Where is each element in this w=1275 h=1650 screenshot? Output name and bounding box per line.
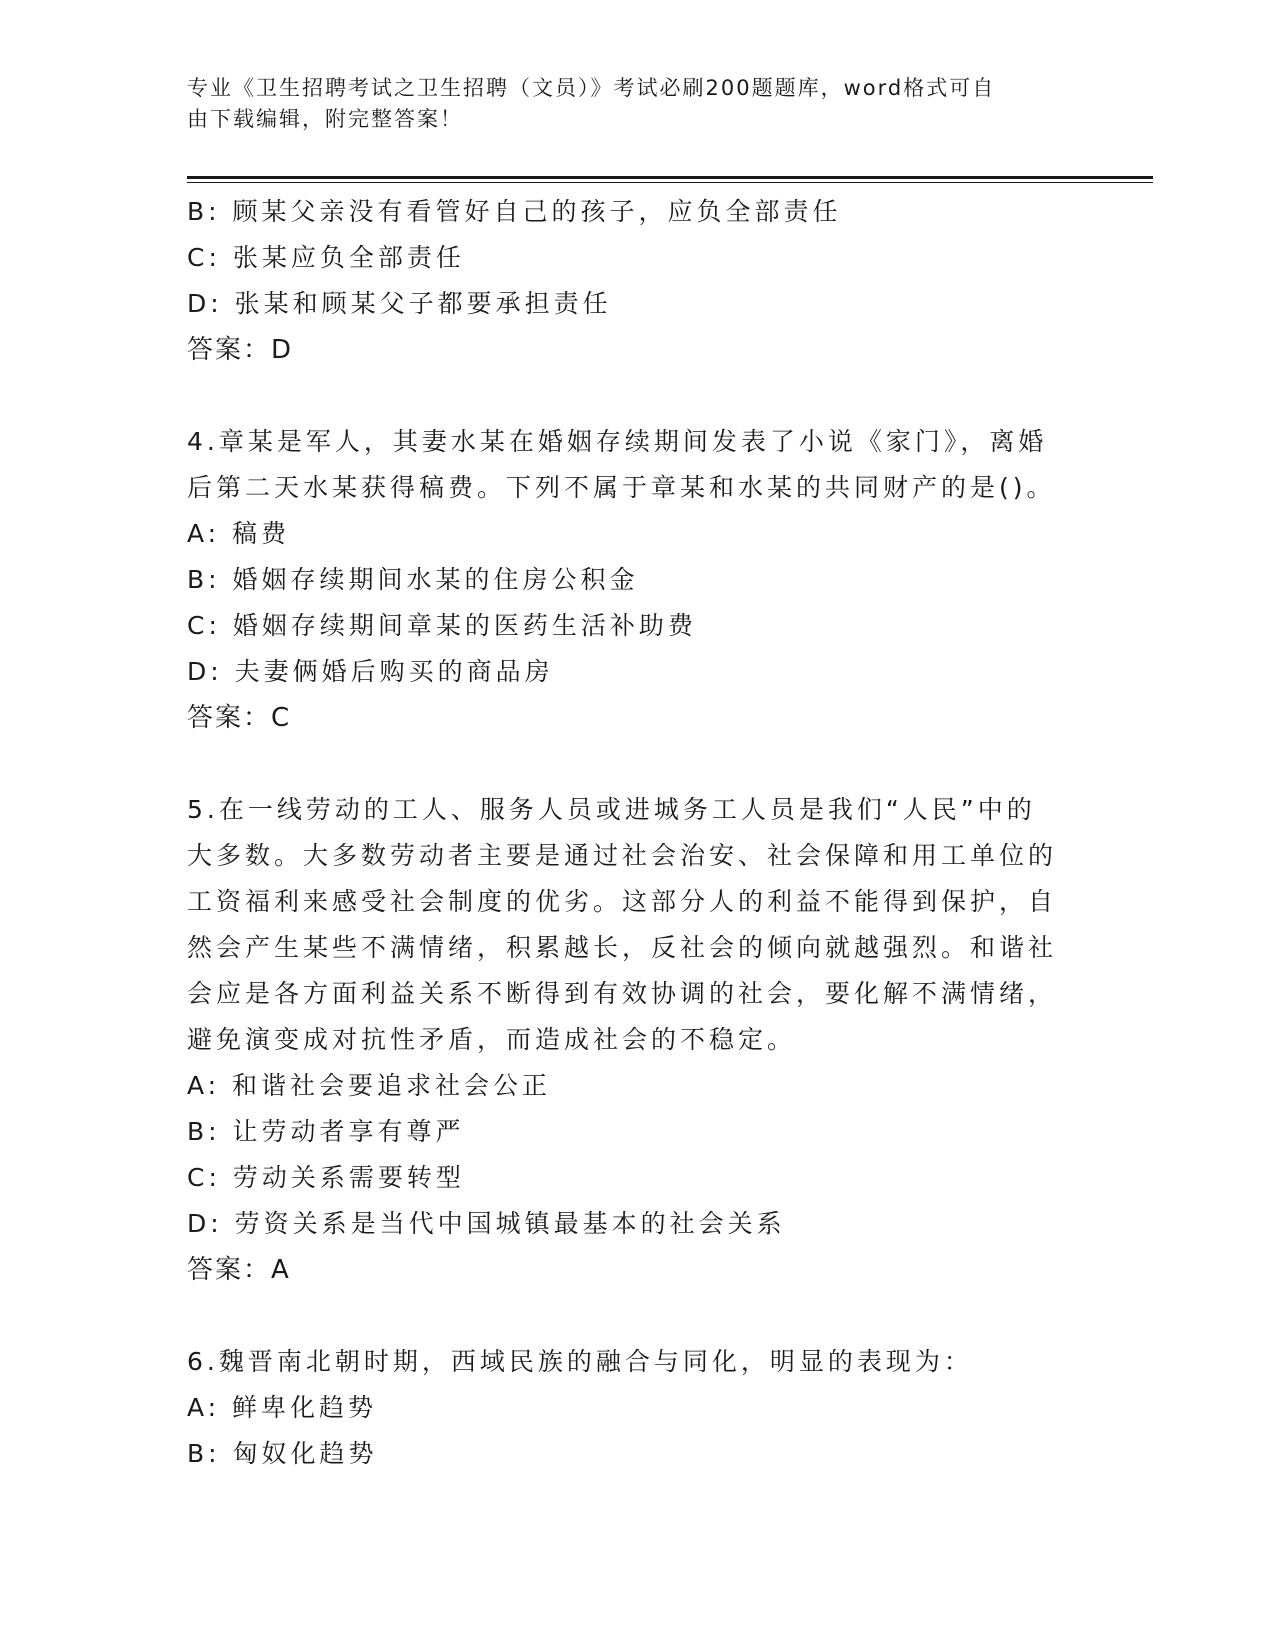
q5-option-c: C: 劳动关系需要转型: [187, 1163, 465, 1192]
q6-option-a: A: 鲜卑化趋势: [187, 1393, 378, 1422]
q5-option-b: B: 让劳动者享有尊严: [187, 1117, 465, 1146]
spacer: [187, 373, 1067, 419]
q4-stem-line-1: 4.章某是军人，其妻水某在婚姻存续期间发表了小说《家门》，离婚: [187, 427, 1048, 456]
q4-option-d: D: 夫妻俩婚后购买的商品房: [187, 657, 554, 686]
q4-option-a: A: 稿费: [187, 519, 291, 548]
document-header: [187, 73, 1067, 135]
question-5: [187, 787, 1067, 1293]
q4-answer: 答案：C: [187, 703, 292, 733]
question-4: [187, 419, 1067, 741]
q5-option-d: D: 劳资关系是当代中国城镇最基本的社会关系: [187, 1209, 786, 1238]
header-line-2: 由下载编辑，附完整答案！: [187, 107, 463, 131]
question-3: [187, 189, 1067, 373]
header-line-1: 专业《卫生招聘考试之卫生招聘（文员）》考试必刷200题题库，word格式可自: [187, 76, 996, 100]
q3-option-b: B: 顾某父亲没有看管好自己的孩子，应负全部责任: [187, 197, 842, 226]
q5-answer: 答案：A: [187, 1255, 291, 1285]
q6-option-b: B: 匈奴化趋势: [187, 1439, 378, 1468]
q3-option-c: C: 张某应负全部责任: [187, 243, 465, 272]
q5-stem-line-1: 5.在一线劳动的工人、服务人员或进城务工人员是我们“人民”中的: [187, 795, 1036, 824]
spacer: [187, 741, 1067, 787]
q4-option-c: C: 婚姻存续期间章某的医药生活补助费: [187, 611, 697, 640]
q5-stem-line-3: 工资福利来感受社会制度的优劣。这部分人的利益不能得到保护，自: [187, 887, 1058, 916]
q5-stem-line-2: 大多数。大多数劳动者主要是通过社会治安、社会保障和用工单位的: [187, 841, 1058, 870]
question-list: [187, 189, 1067, 1477]
question-6: [187, 1339, 1067, 1477]
q5-option-a: A: 和谐社会要追求社会公正: [187, 1071, 552, 1100]
q3-option-d: D: 张某和顾某父子都要承担责任: [187, 289, 612, 318]
q4-option-b: B: 婚姻存续期间水某的住房公积金: [187, 565, 639, 594]
q6-stem-line-1: 6.魏晋南北朝时期，西域民族的融合与同化，明显的表现为：: [187, 1347, 973, 1376]
spacer: [187, 1293, 1067, 1339]
header-divider-thick: [187, 176, 1153, 179]
q4-stem-line-2: 后第二天水某获得稿费。下列不属于章某和水某的共同财产的是()。: [187, 473, 1056, 502]
q5-stem-line-5: 会应是各方面利益关系不断得到有效协调的社会，要化解不满情绪，: [187, 979, 1058, 1008]
q5-stem-line-4: 然会产生某些不满情绪，积累越长，反社会的倾向就越强烈。和谐社: [187, 933, 1058, 962]
header-divider-thin: [187, 182, 1153, 183]
q3-answer: 答案：D: [187, 335, 294, 365]
q5-stem-line-6: 避免演变成对抗性矛盾，而造成社会的不稳定。: [187, 1025, 797, 1054]
